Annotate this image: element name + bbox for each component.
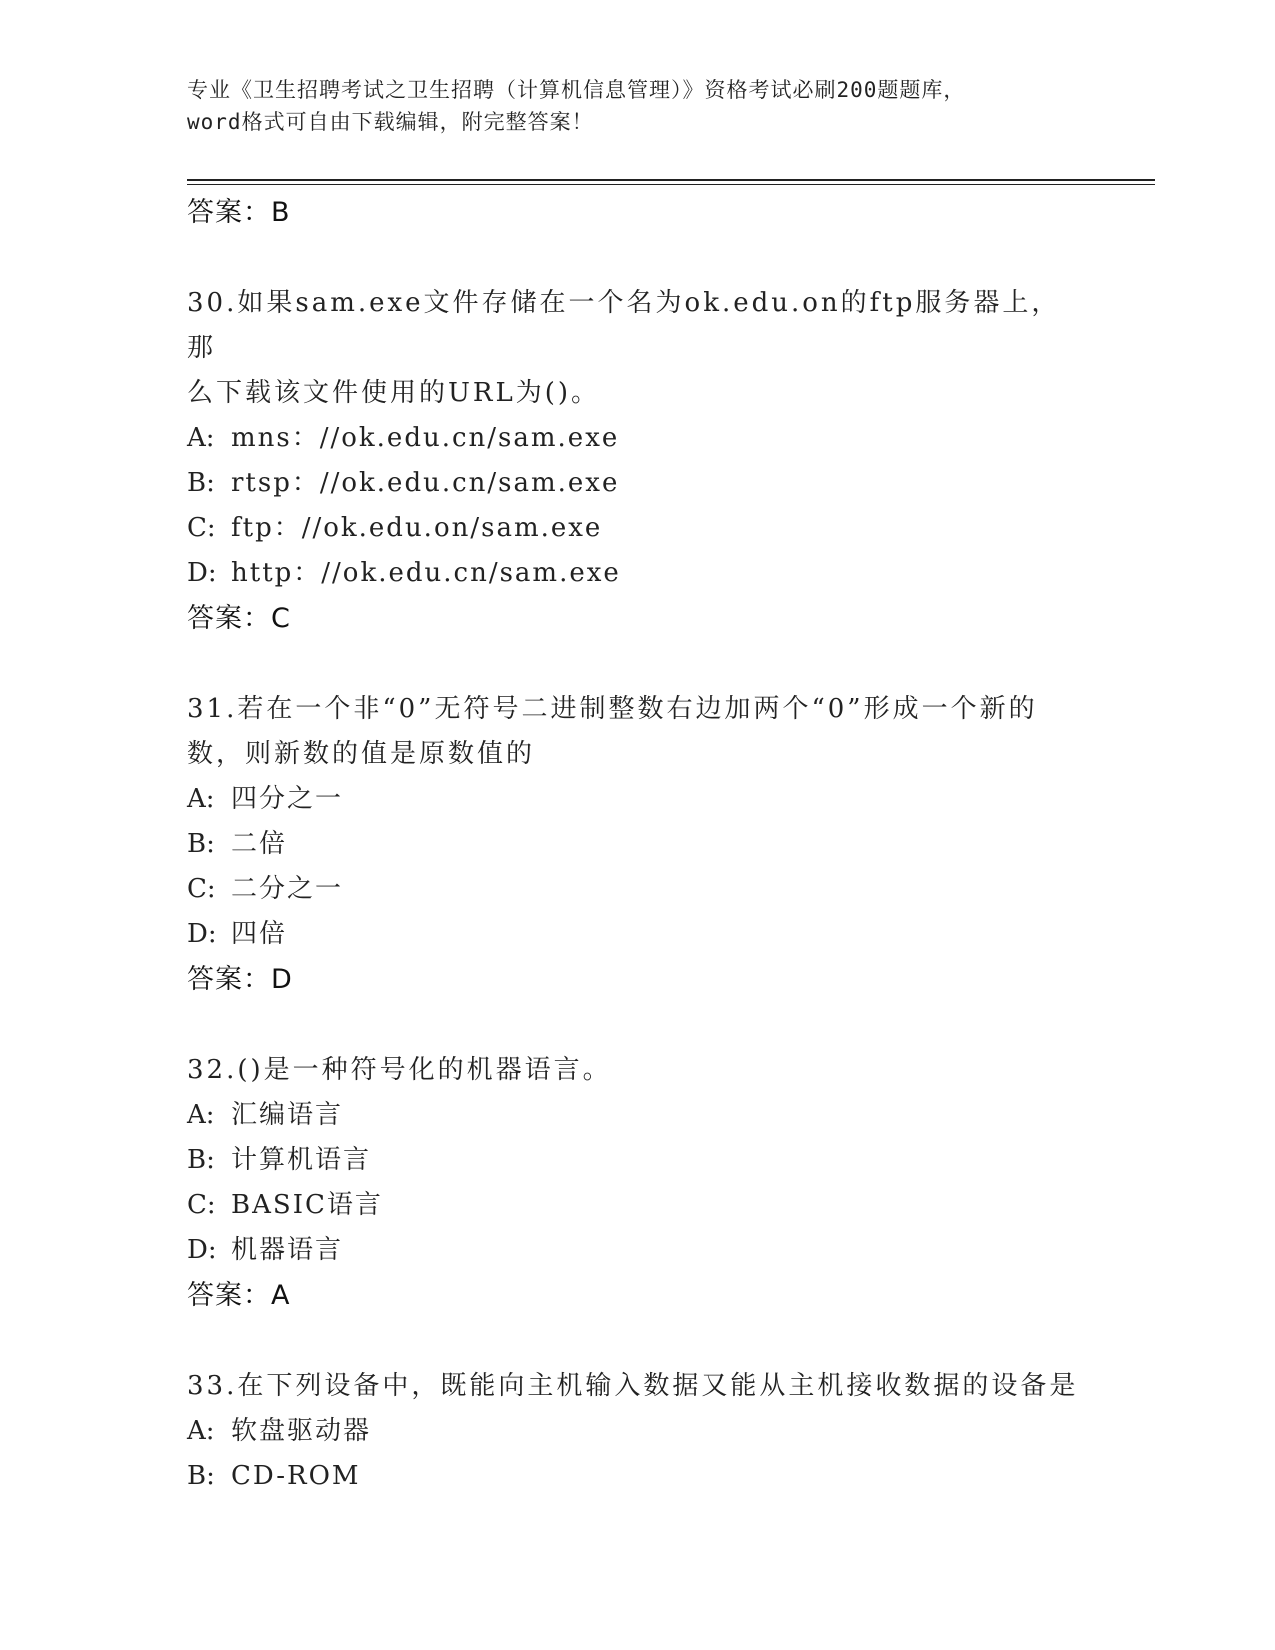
option-letter: C: [187, 874, 216, 904]
option-letter: B: [187, 468, 215, 498]
question-stem-line: 32.()是一种符号化的机器语言。 [187, 1055, 612, 1085]
answer-option [187, 1409, 1087, 1454]
answer-option [187, 416, 1087, 461]
option-text: rtsp：//ok.edu.cn/sam.exe [231, 468, 620, 498]
answer-option [187, 777, 1087, 822]
page-header [187, 74, 1087, 138]
answer-line: 答案：B [187, 197, 291, 228]
option-text: 二分之一 [231, 874, 344, 904]
answer-option [187, 1138, 1087, 1183]
option-letter: C: [187, 513, 216, 543]
question-block [187, 1048, 1087, 1319]
option-text: http：//ok.edu.cn/sam.exe [231, 558, 621, 588]
answer-option [187, 551, 1087, 596]
question-stem-line: 数，则新数的值是原数值的 [187, 739, 536, 769]
option-letter: A: [187, 423, 215, 453]
answer-option [187, 1454, 1087, 1499]
option-letter: C: [187, 1190, 216, 1220]
question-stem-line: 33.在下列设备中，既能向主机输入数据又能从主机接收数据的设备是 [187, 1371, 1079, 1401]
option-text: 四分之一 [231, 784, 344, 814]
option-letter: A: [187, 784, 215, 814]
option-text: 计算机语言 [231, 1145, 372, 1175]
header-line-2: word格式可自由下载编辑，附完整答案！ [187, 110, 594, 134]
question-spacer [187, 1319, 1087, 1364]
header-divider [187, 179, 1155, 181]
option-text: 四倍 [231, 919, 288, 949]
header-line-1: 专业《卫生招聘考试之卫生招聘（计算机信息管理）》资格考试必刷200题题库， [187, 78, 966, 102]
option-text: 软盘驱动器 [231, 1416, 372, 1446]
option-letter: A: [187, 1416, 215, 1446]
header-divider-thin [187, 184, 1155, 185]
option-text: CD-ROM [231, 1461, 361, 1491]
answer-line: 答案：C [187, 603, 291, 634]
question-block [187, 281, 1087, 642]
answer-option [187, 1228, 1087, 1273]
option-letter: D: [187, 558, 217, 588]
answer-option [187, 506, 1087, 551]
option-letter: D: [187, 1235, 217, 1265]
question-spacer [187, 642, 1087, 687]
option-letter: D: [187, 919, 217, 949]
answer-option [187, 912, 1087, 957]
question-block [187, 1364, 1087, 1499]
option-text: 汇编语言 [231, 1100, 344, 1130]
question-stem-line: 31.若在一个非“0”无符号二进制整数右边加两个“0”形成一个新的 [187, 694, 1038, 724]
answer-line: 答案：A [187, 1280, 291, 1311]
option-text: 机器语言 [231, 1235, 344, 1265]
answer-option [187, 1183, 1087, 1228]
option-letter: A: [187, 1100, 215, 1130]
question-spacer [187, 1003, 1087, 1048]
option-text: BASIC语言 [231, 1190, 383, 1220]
question-stem-line: 么下载该文件使用的URL为()。 [187, 378, 601, 408]
option-text: ftp：//ok.edu.on/sam.exe [231, 513, 603, 543]
option-text: mns：//ok.edu.cn/sam.exe [231, 423, 620, 453]
answer-option [187, 822, 1087, 867]
answer-option [187, 867, 1087, 912]
option-letter: B: [187, 829, 215, 859]
option-text: 二倍 [231, 829, 288, 859]
question-stem-line: 30.如果sam.exe文件存储在一个名为ok.edu.on的ftp服务器上，那 [187, 288, 1061, 363]
answer-option [187, 1093, 1087, 1138]
question-spacer [187, 236, 1087, 281]
option-letter: B: [187, 1145, 215, 1175]
option-letter: B: [187, 1461, 215, 1491]
answer-option [187, 461, 1087, 506]
question-list [187, 190, 1087, 1499]
question-block [187, 687, 1087, 1003]
answer-line: 答案：D [187, 964, 293, 995]
